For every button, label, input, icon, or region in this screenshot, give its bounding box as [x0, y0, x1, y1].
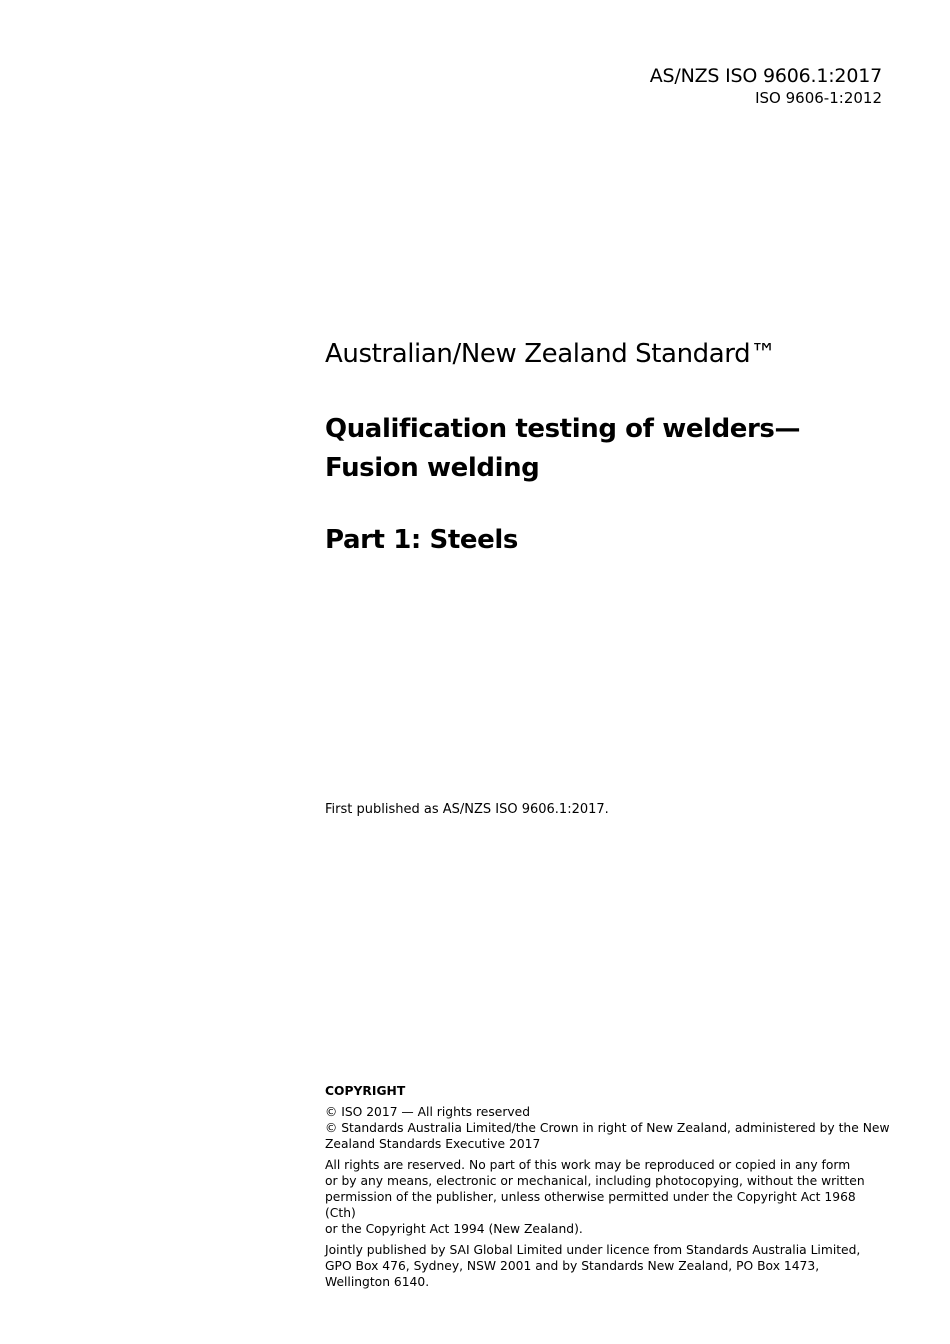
rights-line: permission of the publisher, unless otherwise permitted under the Copyright Act 1968 (Cth)	[325, 1190, 856, 1220]
publisher-line: GPO Box 476, Sydney, NSW 2001 and by Standards New Zealand, PO Box 1473,	[325, 1259, 820, 1273]
rights-line: or the Copyright Act 1994 (New Zealand).	[325, 1222, 583, 1236]
copyright-notice	[325, 1104, 890, 1152]
rights-reserved-paragraph	[325, 1157, 890, 1237]
title-block	[325, 336, 885, 558]
copyright-heading: COPYRIGHT	[325, 1084, 406, 1098]
copyright-notice-line: © Standards Australia Limited/the Crown in right of New Zealand, administered by the New	[325, 1121, 890, 1135]
iso-designation: ISO 9606-1:2012	[755, 89, 882, 107]
publisher-line: Jointly published by SAI Global Limited under licence from Standards Australia Limited,	[325, 1243, 861, 1257]
publisher-paragraph	[325, 1242, 890, 1290]
publisher-line: Wellington 6140.	[325, 1275, 430, 1289]
copyright-section	[325, 1083, 890, 1295]
standard-designation	[650, 64, 882, 108]
as-nzs-designation: AS/NZS ISO 9606.1:2017	[649, 65, 882, 87]
rights-line: All rights are reserved. No part of this work may be reproduced or copied in any form	[325, 1158, 851, 1172]
part-title: Part 1: Steels	[325, 525, 518, 555]
first-published-note: First published as AS/NZS ISO 9606.1:2017.	[325, 802, 609, 817]
document-title	[325, 410, 885, 488]
standard-series: Australian/New Zealand Standard™	[325, 339, 776, 369]
rights-line: or by any means, electronic or mechanical, including photocopying, without the written	[325, 1174, 865, 1188]
copyright-notice-line: Zealand Standards Executive 2017	[325, 1137, 541, 1151]
document-title-line-1: Qualification testing of welders—	[325, 414, 801, 444]
copyright-notice-line: © ISO 2017 — All rights reserved	[325, 1105, 531, 1119]
document-title-line-2: Fusion welding	[325, 453, 540, 483]
